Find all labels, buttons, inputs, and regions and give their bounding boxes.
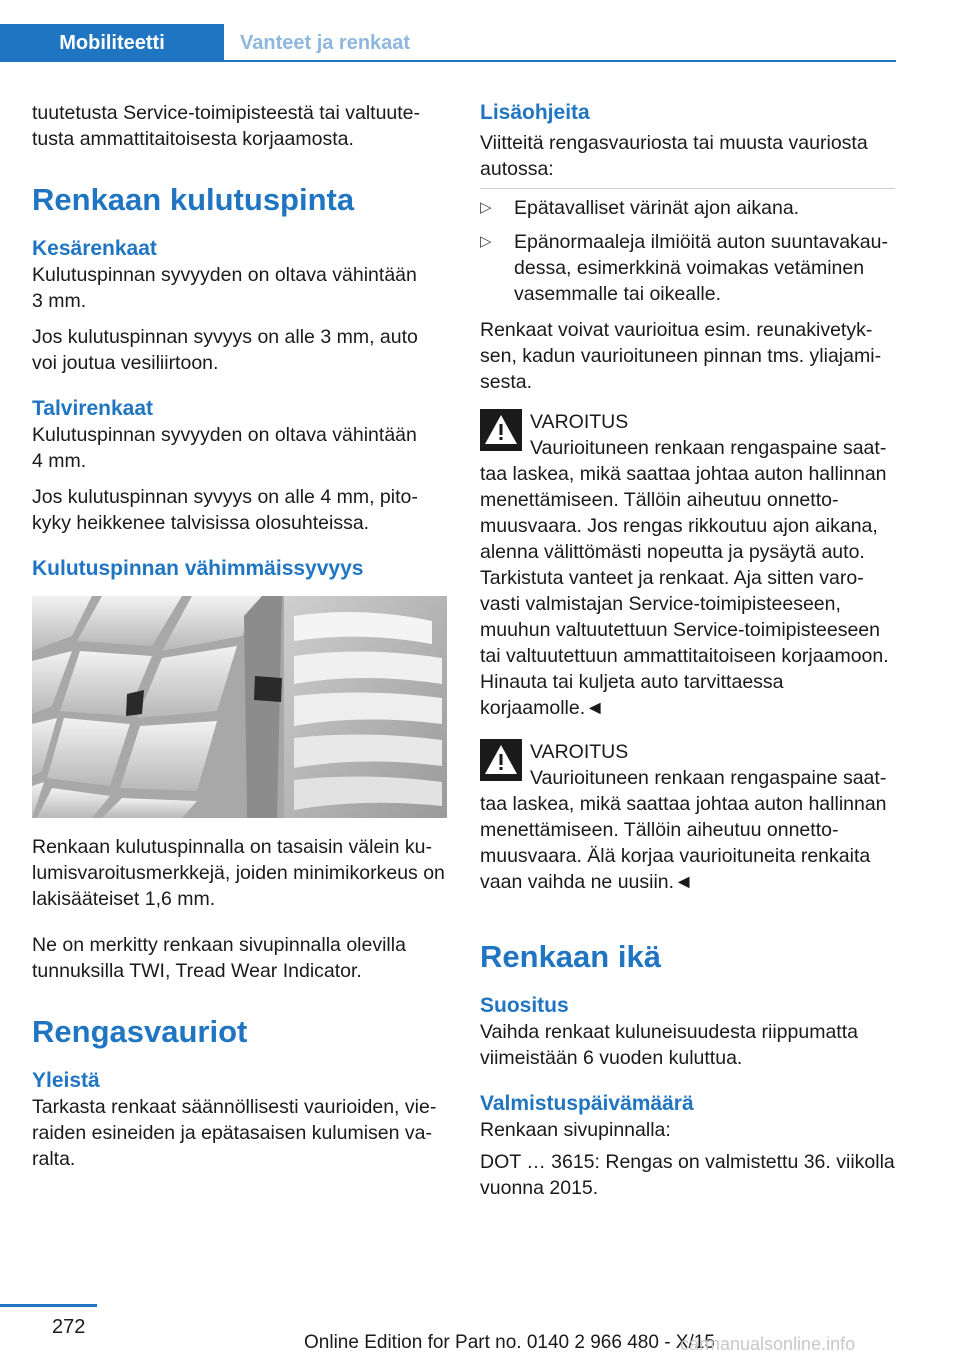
left-column [32, 100, 447, 1182]
warning-block-1 [480, 409, 895, 721]
warning-1-text: Vaurioituneen renkaan rengaspaine saattaa laskea, mikä saattaa johtaa auton hallinnan menettämiseen. Tällöin aiheutuu onnettomuusvaara. Jos rengas rikkoutuu ajon aikana, alenna välittömästi nopeutta ja pysäytä auto. Tarkistuta vanteet ja renkaat. Aja sitten varovasti valmistajan Service-toimipisteeseen, muuhun valtuutettuun Service-toimipisteeseen tai valtuutettuun ammattitaitoiseen korjaamoon. Hinauta tai kuljeta auto tarvittaessa korjaamolle.◄ [480, 437, 889, 719]
heading-summer-tires: Kesärenkaat [32, 237, 157, 260]
heading-recommendation: Suositus [480, 994, 569, 1017]
warning-block-2 [480, 739, 895, 895]
min-depth-paragraph-1: Renkaan kulutuspinnalla on tasaisin välein kulumisvaroitusmerkkejä, joiden minimikorkeus on lakisääteiset 1,6 mm. [32, 836, 445, 910]
bullet-divider [480, 188, 895, 189]
page-number: 272 [52, 1316, 86, 1338]
heading-tread: Renkaan kulutuspinta [32, 182, 355, 217]
heading-additional-info: Lisäohjeita [480, 101, 590, 124]
intro-paragraph: tuutetusta Service-toimipisteestä tai valtuutetusta ammattitaitoisesta korjaamosta. [32, 102, 421, 150]
header-divider [224, 60, 896, 62]
list-item [480, 195, 895, 221]
page-header [0, 0, 960, 62]
footer-accent-line [0, 1304, 97, 1307]
min-depth-paragraph-2: Ne on merkitty renkaan sivupinnalla olevilla tunnuksilla TWI, Tread Wear Indicator. [32, 934, 406, 982]
winter-paragraph-2: Jos kulutuspinnan syvyys on alle 4 mm, pitokyky heikkenee talvisissa olosuhteissa. [32, 486, 418, 534]
heading-tire-age: Renkaan ikä [480, 939, 661, 974]
manufacture-date-paragraph-1: Renkaan sivupinnalla: [480, 1119, 671, 1141]
warning-2-text: Vaurioituneen renkaan rengaspaine saattaa laskea, mikä saattaa johtaa auton hallinnan menettämiseen. Tällöin aiheutuu onnettomuusvaara. Älä korjaa vaurioituneita renkaita vaan vaihda ne uusiin.◄ [480, 767, 887, 893]
tab-vanteet-ja-renkaat[interactable]: Vanteet ja renkaat [240, 31, 411, 54]
warning-1-label: VAROITUS [530, 411, 629, 433]
tire-tread-illustration [32, 596, 447, 818]
winter-paragraph-1: Kulutuspinnan syvyyden on oltava vähintään 4 mm. [32, 424, 417, 472]
summer-paragraph-2: Jos kulutuspinnan syvyys on alle 3 mm, auto voi joutua vesiliirtoon. [32, 326, 418, 374]
heading-winter-tires: Talvirenkaat [32, 397, 154, 420]
right-column [480, 100, 895, 1211]
edition-label: Online Edition for Part no. 0140 2 966 480 - X/15 [304, 1332, 715, 1353]
symptom-list [480, 195, 895, 307]
manufacture-date-paragraph-2: DOT … 3615: Rengas on valmistettu 36. viikolla vuonna 2015. [480, 1151, 895, 1199]
heading-min-tread-depth: Kulutuspinnan vähimmäissyvyys [32, 557, 364, 580]
additional-info-paragraph: Viitteitä rengasvauriosta tai muusta vauriosta autossa: [480, 132, 868, 180]
heading-tire-damage: Rengasvauriot [32, 1014, 248, 1049]
warning-triangle-icon [480, 409, 522, 451]
triangle-bullet-icon: ▷ [480, 199, 492, 216]
tab-mobiliteetti[interactable]: Mobiliteetti [0, 24, 224, 62]
heading-manufacture-date: Valmistuspäivämäärä [480, 1092, 694, 1115]
recommendation-paragraph: Vaihda renkaat kuluneisuudesta riippumatta viimeistään 6 vuoden kuluttua. [480, 1021, 858, 1069]
triangle-bullet-icon: ▷ [480, 233, 492, 250]
general-paragraph: Tarkasta renkaat säännöllisesti vaurioiden, vieraiden esineiden ja epätasaisen kulumisen varalta. [32, 1096, 437, 1170]
list-item [480, 229, 895, 307]
heading-general: Yleistä [32, 1069, 100, 1092]
warning-triangle-icon [480, 739, 522, 781]
list-item-text: Epänormaaleja ilmiöitä auton suuntavakaudessa, esimerkkinä voimakas vetäminen vasemmalle tai oikealle. [514, 231, 888, 305]
damage-cause-paragraph: Renkaat voivat vaurioitua esim. reunakivetyksen, kadun vaurioituneen pinnan tms. yliajamisesta. [480, 319, 882, 393]
list-item-text: Epätavalliset värinät ajon aikana. [514, 197, 800, 219]
summer-paragraph-1: Kulutuspinnan syvyyden on oltava vähintään 3 mm. [32, 264, 417, 312]
warning-2-label: VAROITUS [530, 741, 629, 763]
watermark: carmanualsonline.info [680, 1334, 856, 1354]
